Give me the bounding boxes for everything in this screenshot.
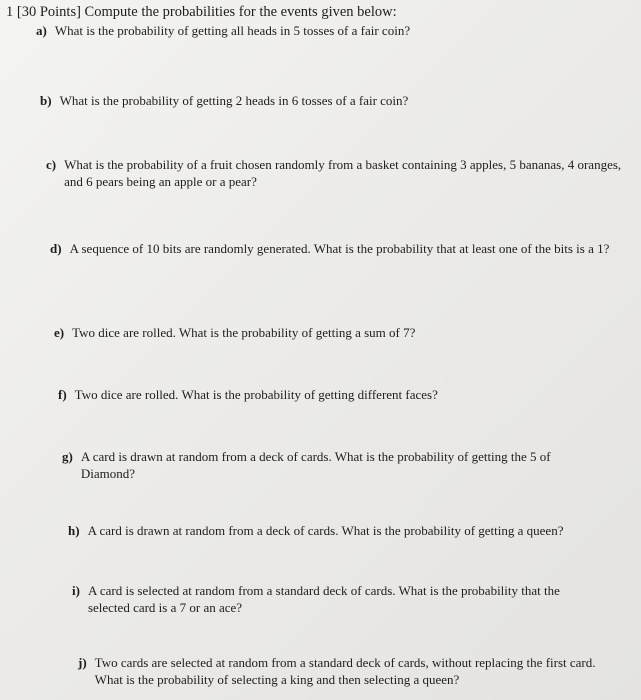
question-text: Two dice are rolled. What is the probability of getting a sum of 7? [72, 325, 416, 340]
question-a [36, 22, 596, 39]
question-label: j) [78, 655, 87, 670]
question-j [78, 654, 608, 688]
question-b [40, 92, 600, 109]
question-label: h) [68, 523, 80, 538]
question-text: A card is drawn at random from a deck of cards. What is the probability of getting the 5 of Diamond? [80, 449, 551, 481]
question-text: What is the probability of a fruit chosen randomly from a basket containing 3 apples, 5 bananas, 4 oranges, and 6 pears being an apple or a pear? [64, 157, 622, 189]
question-text: A card is drawn at random from a deck of cards. What is the probability of getting a queen? [87, 523, 564, 538]
question-label: g) [62, 449, 73, 464]
problem-title: 1 [30 Points] Compute the probabilities for the events given below: [6, 4, 397, 20]
question-label: e) [54, 325, 65, 340]
question-text: Two cards are selected at random from a standard deck of cards, without replacing the first card. What is the probability of selecting a king and then selecting a queen? [94, 655, 596, 687]
question-f [58, 386, 618, 403]
question-label: i) [72, 583, 80, 598]
question-e [54, 324, 614, 341]
question-text: A sequence of 10 bits are randomly generated. What is the probability that at least one of the bits is a 1? [69, 241, 610, 256]
question-text: Two dice are rolled. What is the probability of getting different faces? [74, 387, 438, 402]
question-i [72, 582, 582, 616]
question-text: What is the probability of getting 2 heads in 6 tosses of a fair coin? [59, 93, 409, 108]
question-label: b) [40, 93, 52, 108]
question-text: What is the probability of getting all heads in 5 tosses of a fair coin? [54, 23, 411, 38]
question-text: A card is selected at random from a standard deck of cards. What is the probability that the selected card is a 7 or an ace? [87, 583, 560, 615]
question-c [46, 156, 631, 190]
question-label: f) [58, 387, 67, 402]
question-d [50, 240, 620, 257]
question-h [68, 522, 628, 539]
question-label: a) [36, 23, 47, 38]
question-label: d) [50, 241, 62, 256]
question-label: c) [46, 157, 57, 172]
question-g [62, 448, 592, 482]
